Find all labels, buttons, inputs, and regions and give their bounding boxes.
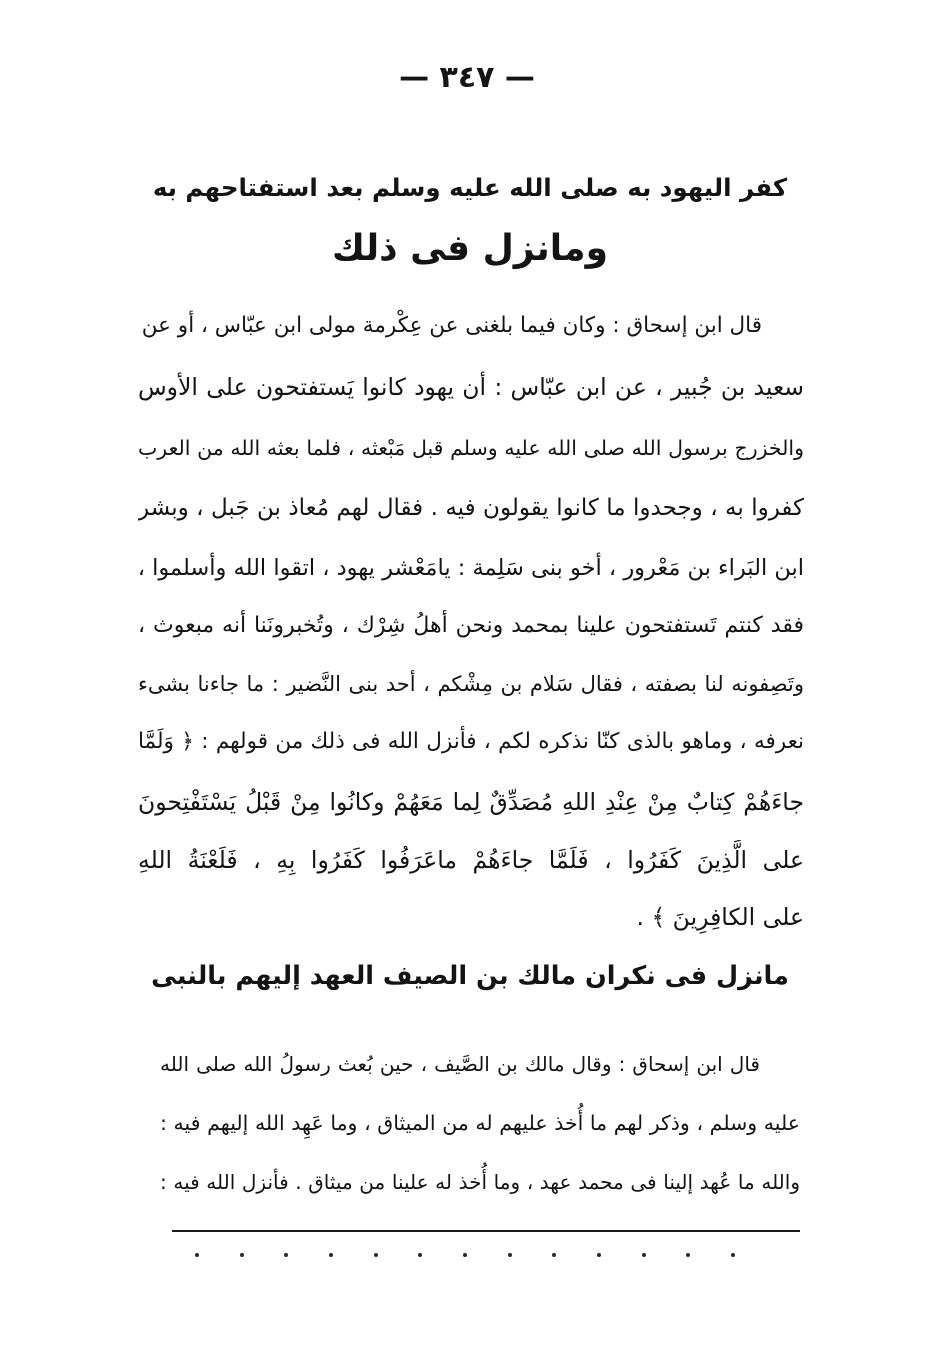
section2-line-1: قال ابن إسحاق : وقال مالك بن الصَّيف ، حين بُعث رسولُ الله صلى الله <box>160 1052 760 1076</box>
section1-line-8: نعرفه ، وماهو بالذى كنّا نذكره لكم ، فأنزل الله فى ذلك من قولهم : ﴿ وَلَمَّا <box>138 729 804 754</box>
footer-dot <box>240 1253 244 1257</box>
section1-line-7: وتَصِفونه لنا بصفته ، فقال سَلام بن مِشْكم ، أحد بنى النَّضير : ما جاءنا بشىء <box>138 672 804 696</box>
footer-dot <box>329 1253 333 1257</box>
section1-title-line2: ومانزل فى ذلك <box>332 228 608 269</box>
section1-line-9: جاءَهُمْ كِتابٌ مِنْ عِنْدِ اللهِ مُصَدِّقٌ لِما مَعَهُمْ وكانُوا مِنْ قَبْلُ يَسْتَفْتِحونَ <box>138 788 804 816</box>
section2-line-3: والله ما عُهد إلينا فى محمد عهد ، وما أُخذ له علينا من ميثاق . فأنزل الله فيه : <box>160 1170 800 1194</box>
section1-line-1: قال ابن إسحاق : وكان فيما بلغنى عن عِكْرمة مولى ابن عبّاس ، أو عن <box>142 313 762 338</box>
section1-line-11: على الكافِرِينَ ﴾ . <box>636 903 804 931</box>
footer-dot <box>642 1253 646 1257</box>
footnote-divider <box>172 1230 800 1232</box>
section1-title-line1: كفر اليهود به صلى الله عليه وسلم بعد استفتاحهم به <box>152 173 788 202</box>
footer-dot <box>195 1253 199 1257</box>
footer-dot <box>508 1253 512 1257</box>
section2-line-2: عليه وسلم ، وذكر لهم ما أُخذ عليهم له من الميثاق ، وما عَهِد الله إليهم فيه : <box>160 1111 800 1135</box>
section1-line-6: فقد كنتم تَستفتحون علينا بمحمد ونحن أهلُ شِرْك ، وتُخبرونَنا أنه مبعوث ، <box>138 613 804 638</box>
footer-dot <box>731 1253 735 1257</box>
section2-title: مانزل فى نكران مالك بن الصيف العهد إليهم بالنبى <box>151 961 789 991</box>
footer-dot <box>686 1253 690 1257</box>
footer-dot <box>597 1253 601 1257</box>
section1-line-5: ابن البَراء بن مَعْرور ، أخو بنى سَلِمة : يامَعْشر يهود ، اتقوا الله وأسلموا ، <box>138 555 804 581</box>
page-number: — ٣٤٧ — <box>399 60 535 95</box>
section1-line-3: والخزرج برسول الله صلى الله عليه وسلم قبل مَبْعثه ، فلما بعثه الله من العرب <box>138 436 804 460</box>
footer-dot <box>418 1253 422 1257</box>
footer-dot <box>463 1253 467 1257</box>
footer-dot <box>552 1253 556 1257</box>
section1-line-4: كفروا به ، وجحدوا ما كانوا يقولون فيه . فقال لهم مُعاذ بن جَبل ، وبشر <box>138 495 804 521</box>
section1-line-10: على الَّذِينَ كَفَرُوا ، فَلَمَّا جاءَهُمْ ماعَرَفُوا كَفَرُوا بِهِ ، فَلَعْنَةُ اللهِ <box>138 846 804 874</box>
section1-line-2: سعيد بن جُبير ، عن ابن عبّاس : أن يهود كانوا يَستفتحون على الأوس <box>138 373 804 401</box>
footer-dots <box>195 1240 735 1270</box>
footer-dot <box>374 1253 378 1257</box>
footer-dot <box>284 1253 288 1257</box>
